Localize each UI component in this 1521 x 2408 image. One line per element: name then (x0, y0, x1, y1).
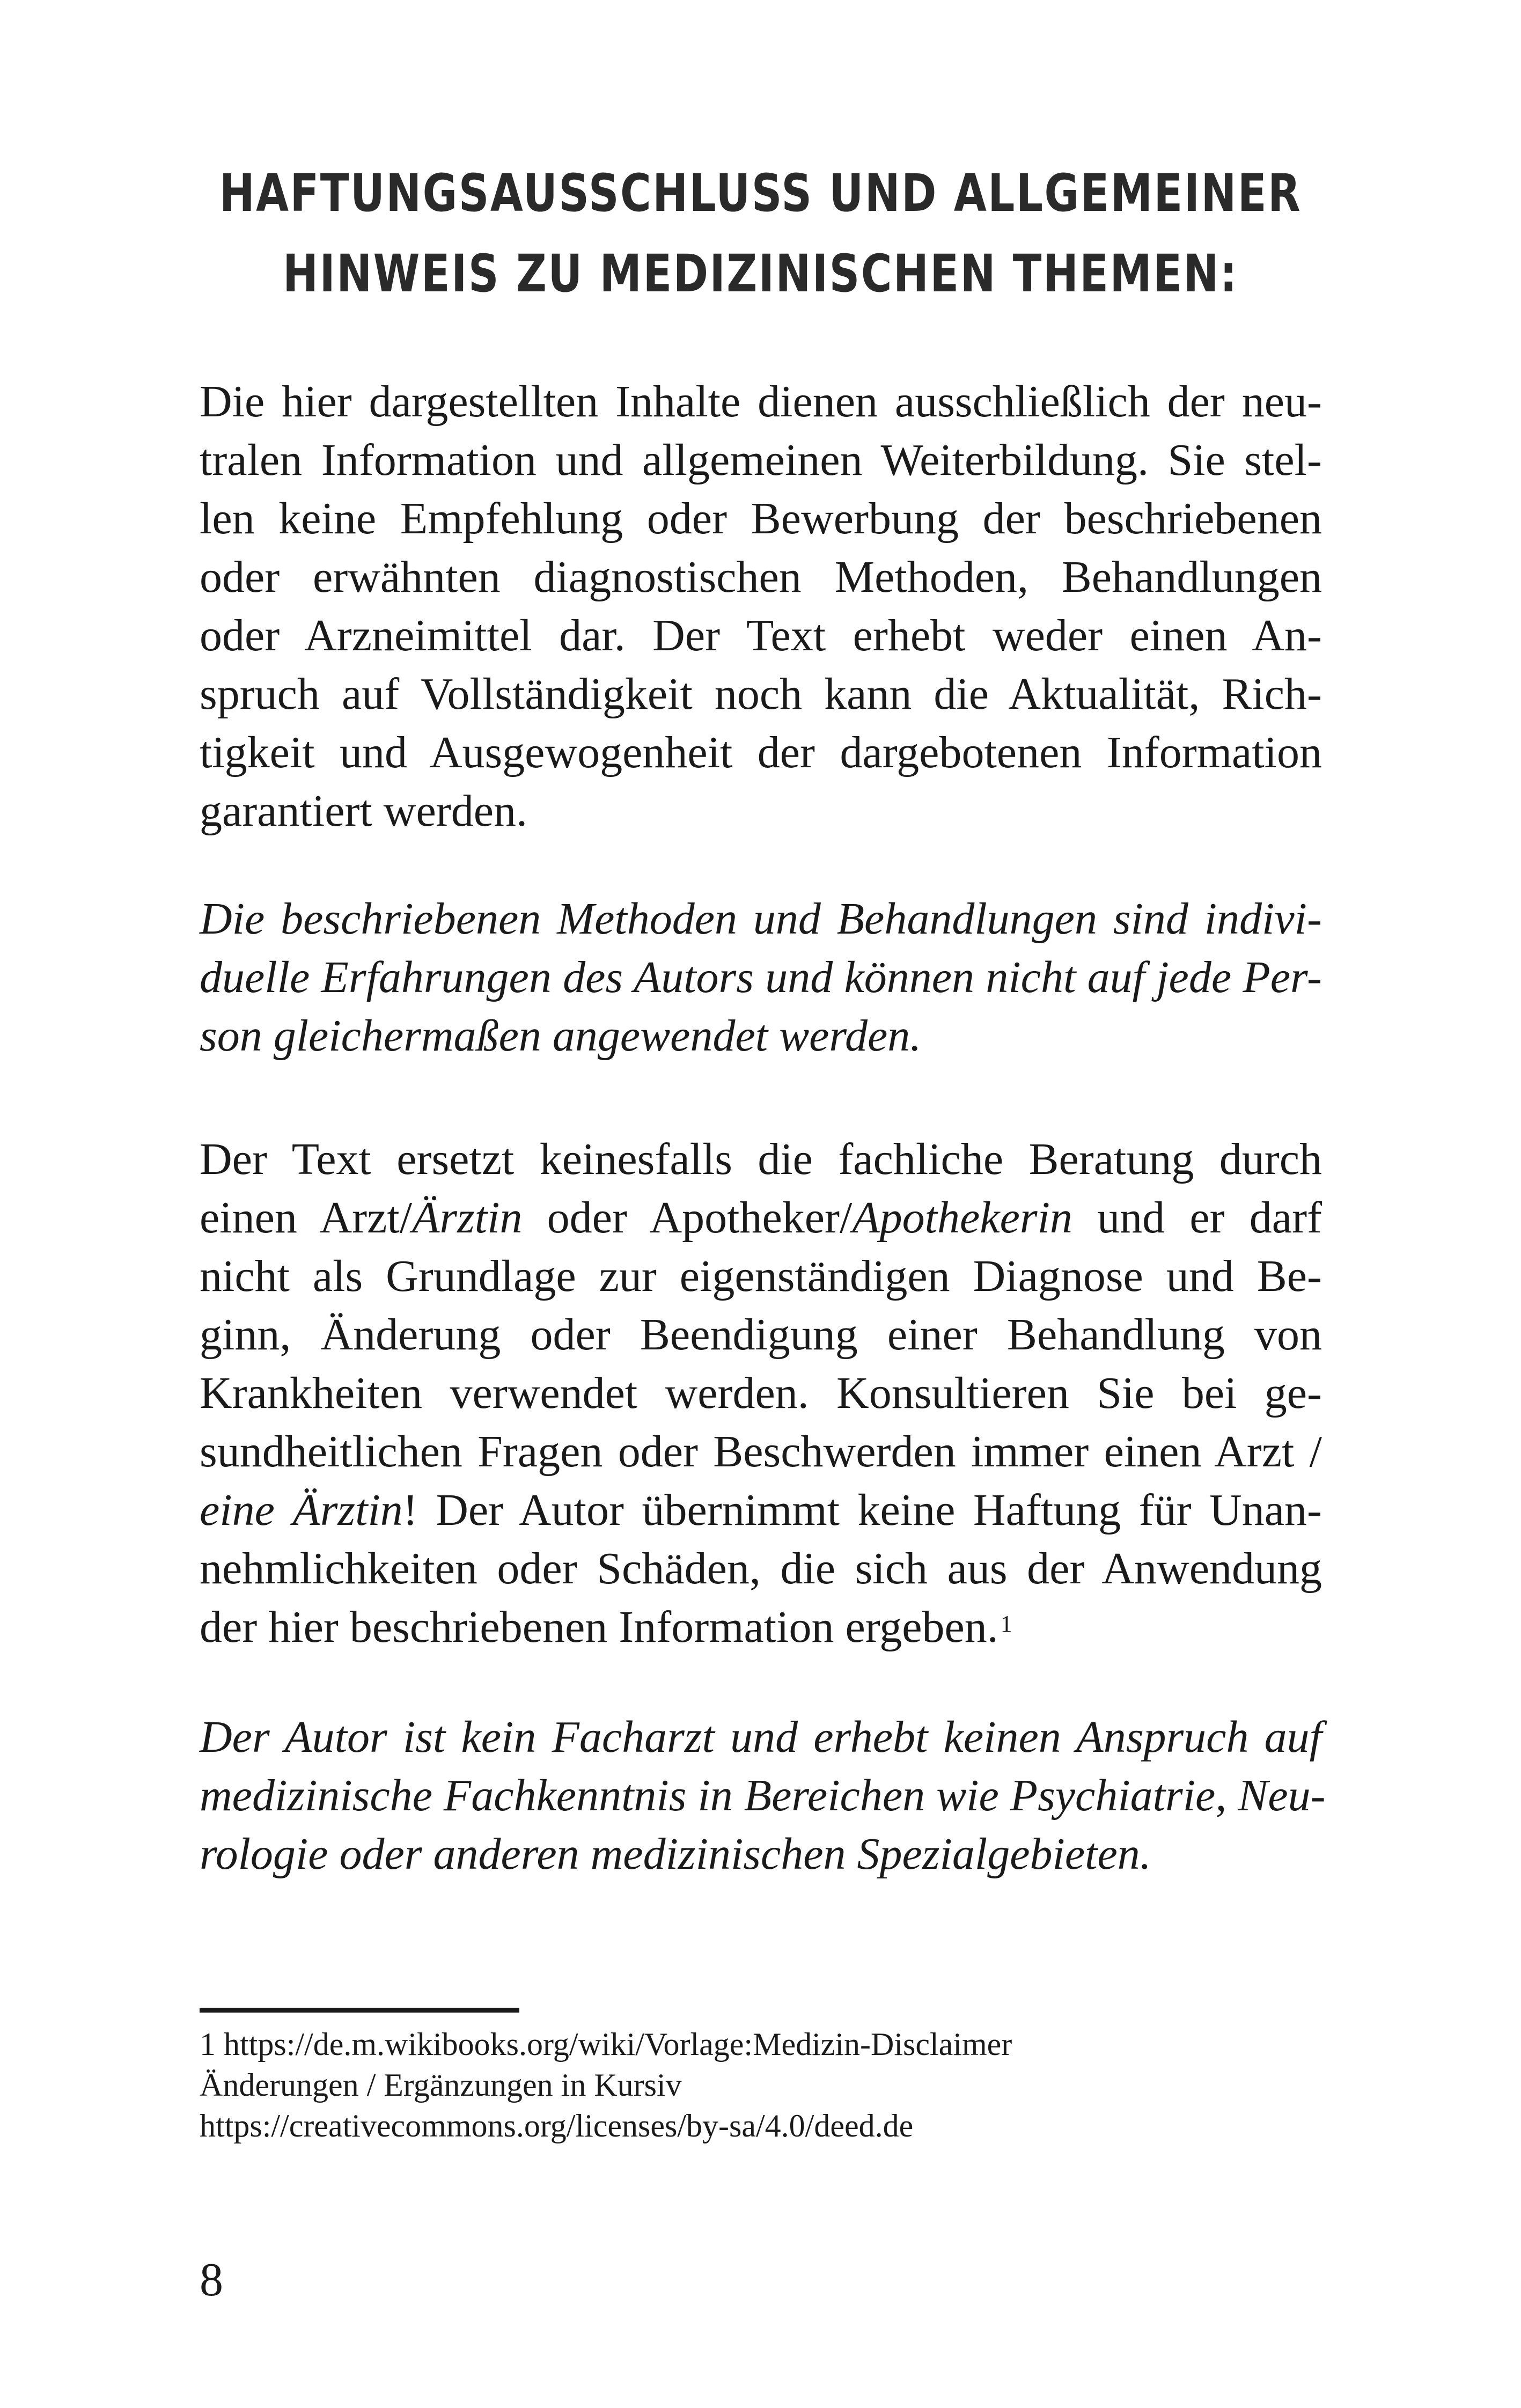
text-line (200, 1188, 1322, 1247)
text-line (200, 1481, 1322, 1539)
text-line: son gleichermaßen angewendet werden. (200, 1011, 922, 1061)
text-line: Der Text ersetzt keinesfalls die fachliche Beratung durch (200, 1134, 1322, 1184)
text-line: len keine Empfehlung oder Bewerbung der beschriebenen (200, 494, 1322, 544)
text-line: tigkeit und Ausgewogenheit der dargebotenen Information (200, 728, 1322, 777)
text-line: rologie oder anderen medizinischen Spezialgebieten. (200, 1829, 1151, 1879)
disclaimer-paragraph-3 (200, 1130, 1322, 1656)
text-line: medizinische Fachkenntnis in Bereichen wie Psychiatrie, Neu- (200, 1771, 1326, 1820)
text-line: Der Autor ist kein Facharzt und erhebt keinen Anspruch auf (200, 1712, 1322, 1762)
text-line: nicht als Grundlage zur eigenständigen Diagnose und Be- (200, 1251, 1322, 1301)
text-line: spruch auf Vollständigkeit noch kann die Aktualität, Rich- (200, 669, 1322, 719)
italic-segment: eine Ärztin (200, 1485, 403, 1535)
page-number: 8 (200, 2254, 223, 2306)
disclaimer-paragraph-2 (200, 890, 1322, 1065)
text-line: oder Arzneimittel dar. Der Text erhebt weder einen An- (200, 611, 1322, 660)
heading-line-1: HAFTUNGSAUSSCHLUSS UND ALLGEMEINER (219, 163, 1302, 223)
footnote-divider (200, 2008, 519, 2013)
text-line: tralen Information und allgemeinen Weiterbildung. Sie stel- (200, 435, 1322, 485)
text-line: garantiert werden. (200, 786, 528, 836)
text-segment: oder Apotheker/ (522, 1193, 853, 1243)
text-line: nehmlichkeiten oder Schäden, die sich aus der Anwendung (200, 1544, 1322, 1594)
page-heading (137, 153, 1384, 314)
text-line: ginn, Änderung oder Beendigung einer Behandlung von (200, 1310, 1322, 1360)
text-line (200, 1598, 1322, 1656)
text-line: Krankheiten verwendet werden. Konsultieren Sie bei ge- (200, 1368, 1322, 1418)
footnote-line: 1 https://de.m.wikibooks.org/wiki/Vorlage:Medizin-Disclaimer (200, 2027, 1012, 2062)
text-segment: der hier beschriebenen Information ergeben. (200, 1602, 998, 1652)
text-line: Die beschriebenen Methoden und Behandlungen sind indivi- (200, 894, 1322, 944)
footnote-line: Änderungen / Ergänzungen in Kursiv (200, 2067, 682, 2103)
italic-segment: Ärztin (412, 1193, 523, 1243)
italic-segment: Apothekerin (852, 1193, 1072, 1243)
heading-line-2: HINWEIS ZU MEDIZINISCHEN THEMEN: (283, 244, 1238, 304)
footnote-line: https://creativecommons.org/licenses/by-sa/4.0/deed.de (200, 2108, 914, 2143)
text-line: Die hier dargestellten Inhalte dienen ausschließlich der neu- (200, 377, 1322, 427)
text-segment: ! Der Autor übernimmt keine Haftung für Unan- (402, 1485, 1322, 1535)
footnotes (200, 2024, 1322, 2146)
disclaimer-paragraph-1 (200, 372, 1322, 840)
text-line: duelle Erfahrungen des Autors und können nicht auf jede Per- (200, 952, 1322, 1002)
disclaimer-paragraph-4 (200, 1708, 1326, 1883)
text-line: oder erwähnten diagnostischen Methoden, Behandlungen (200, 552, 1322, 602)
text-segment: einen Arzt/ (200, 1193, 413, 1243)
text-line: sundheitlichen Fragen oder Beschwerden immer einen Arzt / (200, 1427, 1322, 1477)
text-segment: und er darf (1072, 1193, 1322, 1243)
footnote-reference: 1 (1000, 1611, 1012, 1637)
